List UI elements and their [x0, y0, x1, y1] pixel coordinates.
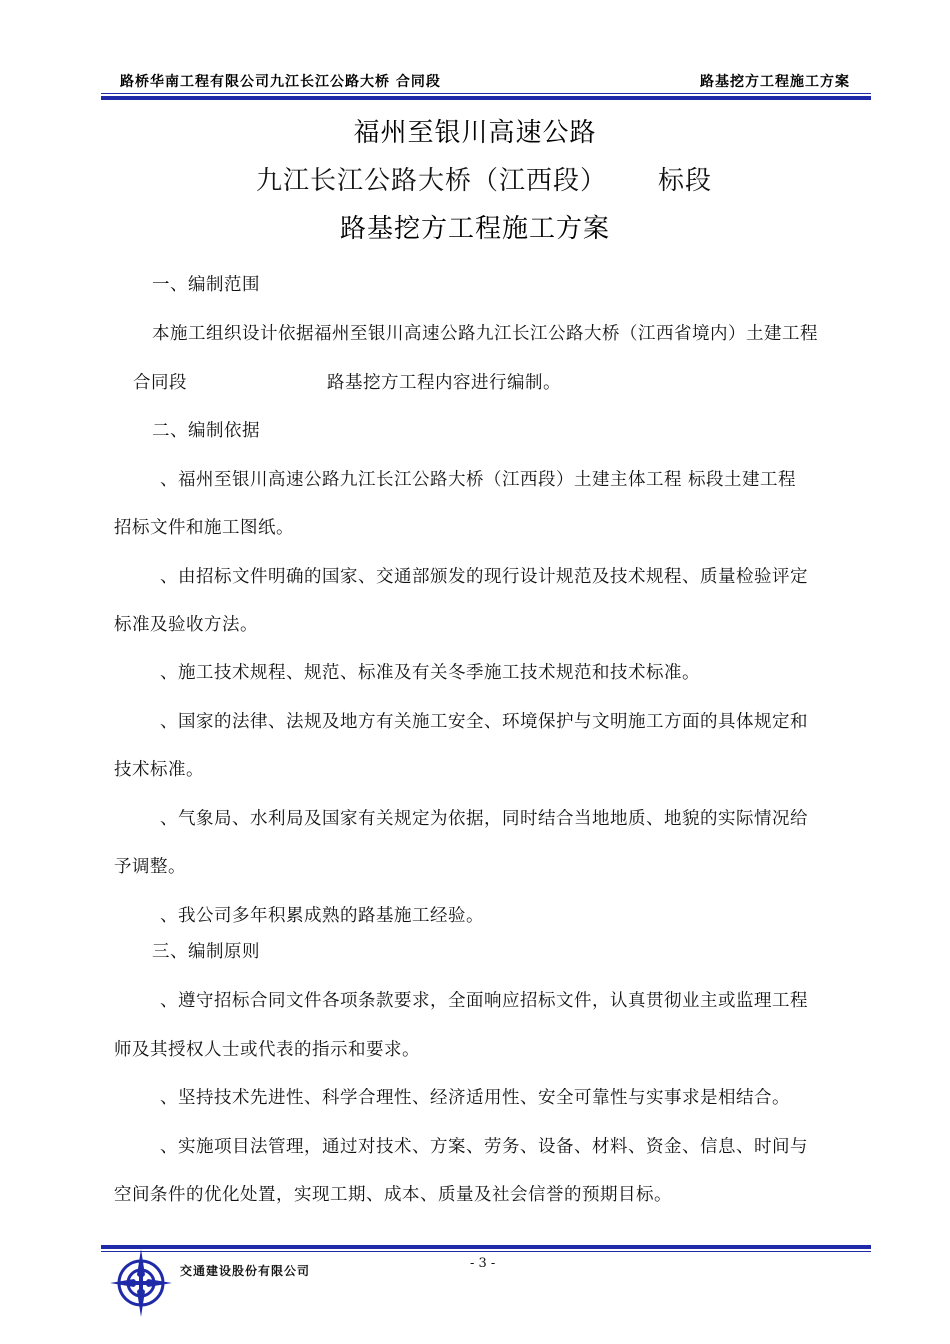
page-number: - 3 -	[470, 1256, 496, 1271]
list-item-line: 予调整。	[114, 857, 186, 877]
paragraph-line: 合同段	[133, 373, 187, 393]
list-item-line: 、福州至银川高速公路九江长江公路大桥（江西段）土建主体工程 标段土建工程	[160, 470, 797, 490]
section-heading-basis: 二、编制依据	[152, 421, 260, 441]
list-item-line: 技术标准。	[114, 760, 204, 780]
list-item-line: 、坚持技术先进性、科学合理性、经济适用性、安全可靠性与实事求是相结合。	[160, 1088, 790, 1108]
section-heading-principles: 三、编制原则	[152, 942, 260, 962]
header-right-text: 路基挖方工程施工方案	[700, 74, 850, 90]
list-item-line: 空间条件的优化处置，实现工期、成本、质量及社会信誉的预期目标。	[114, 1185, 672, 1205]
doc-title-line3: 路基挖方工程施工方案	[339, 214, 610, 244]
doc-title-line2-project: 九江长江公路大桥（江西段）	[256, 166, 608, 196]
doc-title-line2-section: 标段	[658, 166, 713, 196]
header-rule-thick	[101, 96, 871, 100]
list-item-line: 、实施项目法管理，通过对技术、方案、劳务、设备、材料、资金、信息、时间与	[160, 1137, 808, 1157]
header-rule-thin	[101, 93, 871, 94]
company-logo-icon	[110, 1245, 172, 1320]
list-item-line: 招标文件和施工图纸。	[114, 518, 294, 538]
list-item-line: 、施工技术规程、规范、标准及有关冬季施工技术规范和技术标准。	[160, 663, 700, 683]
doc-title-line1: 福州至银川高速公路	[353, 118, 597, 148]
footer-company-name: 交通建设股份有限公司	[180, 1264, 311, 1278]
paragraph-line: 本施工组织设计依据福州至银川高速公路九江长江公路大桥（江西省境内）土建工程	[152, 324, 818, 344]
list-item-line: 、遵守招标合同文件各项条款要求，全面响应招标文件，认真贯彻业主或监理工程	[160, 991, 808, 1011]
paragraph-line: 路基挖方工程内容进行编制。	[327, 373, 561, 393]
footer-rule-thick	[101, 1245, 871, 1249]
section-heading-scope: 一、编制范围	[152, 275, 260, 295]
list-item-line: 标准及验收方法。	[114, 615, 258, 635]
list-item-line: 、我公司多年积累成熟的路基施工经验。	[160, 906, 484, 926]
header-left-text: 路桥华南工程有限公司九江长江公路大桥 合同段	[120, 74, 441, 90]
footer-rule-thin	[101, 1251, 871, 1252]
list-item-line: 师及其授权人士或代表的指示和要求。	[114, 1040, 420, 1060]
list-item-line: 、气象局、水利局及国家有关规定为依据，同时结合当地地质、地貌的实际情况给	[160, 809, 808, 829]
list-item-line: 、国家的法律、法规及地方有关施工安全、环境保护与文明施工方面的具体规定和	[160, 712, 808, 732]
list-item-line: 、由招标文件明确的国家、交通部颁发的现行设计规范及技术规程、质量检验评定	[160, 567, 808, 587]
